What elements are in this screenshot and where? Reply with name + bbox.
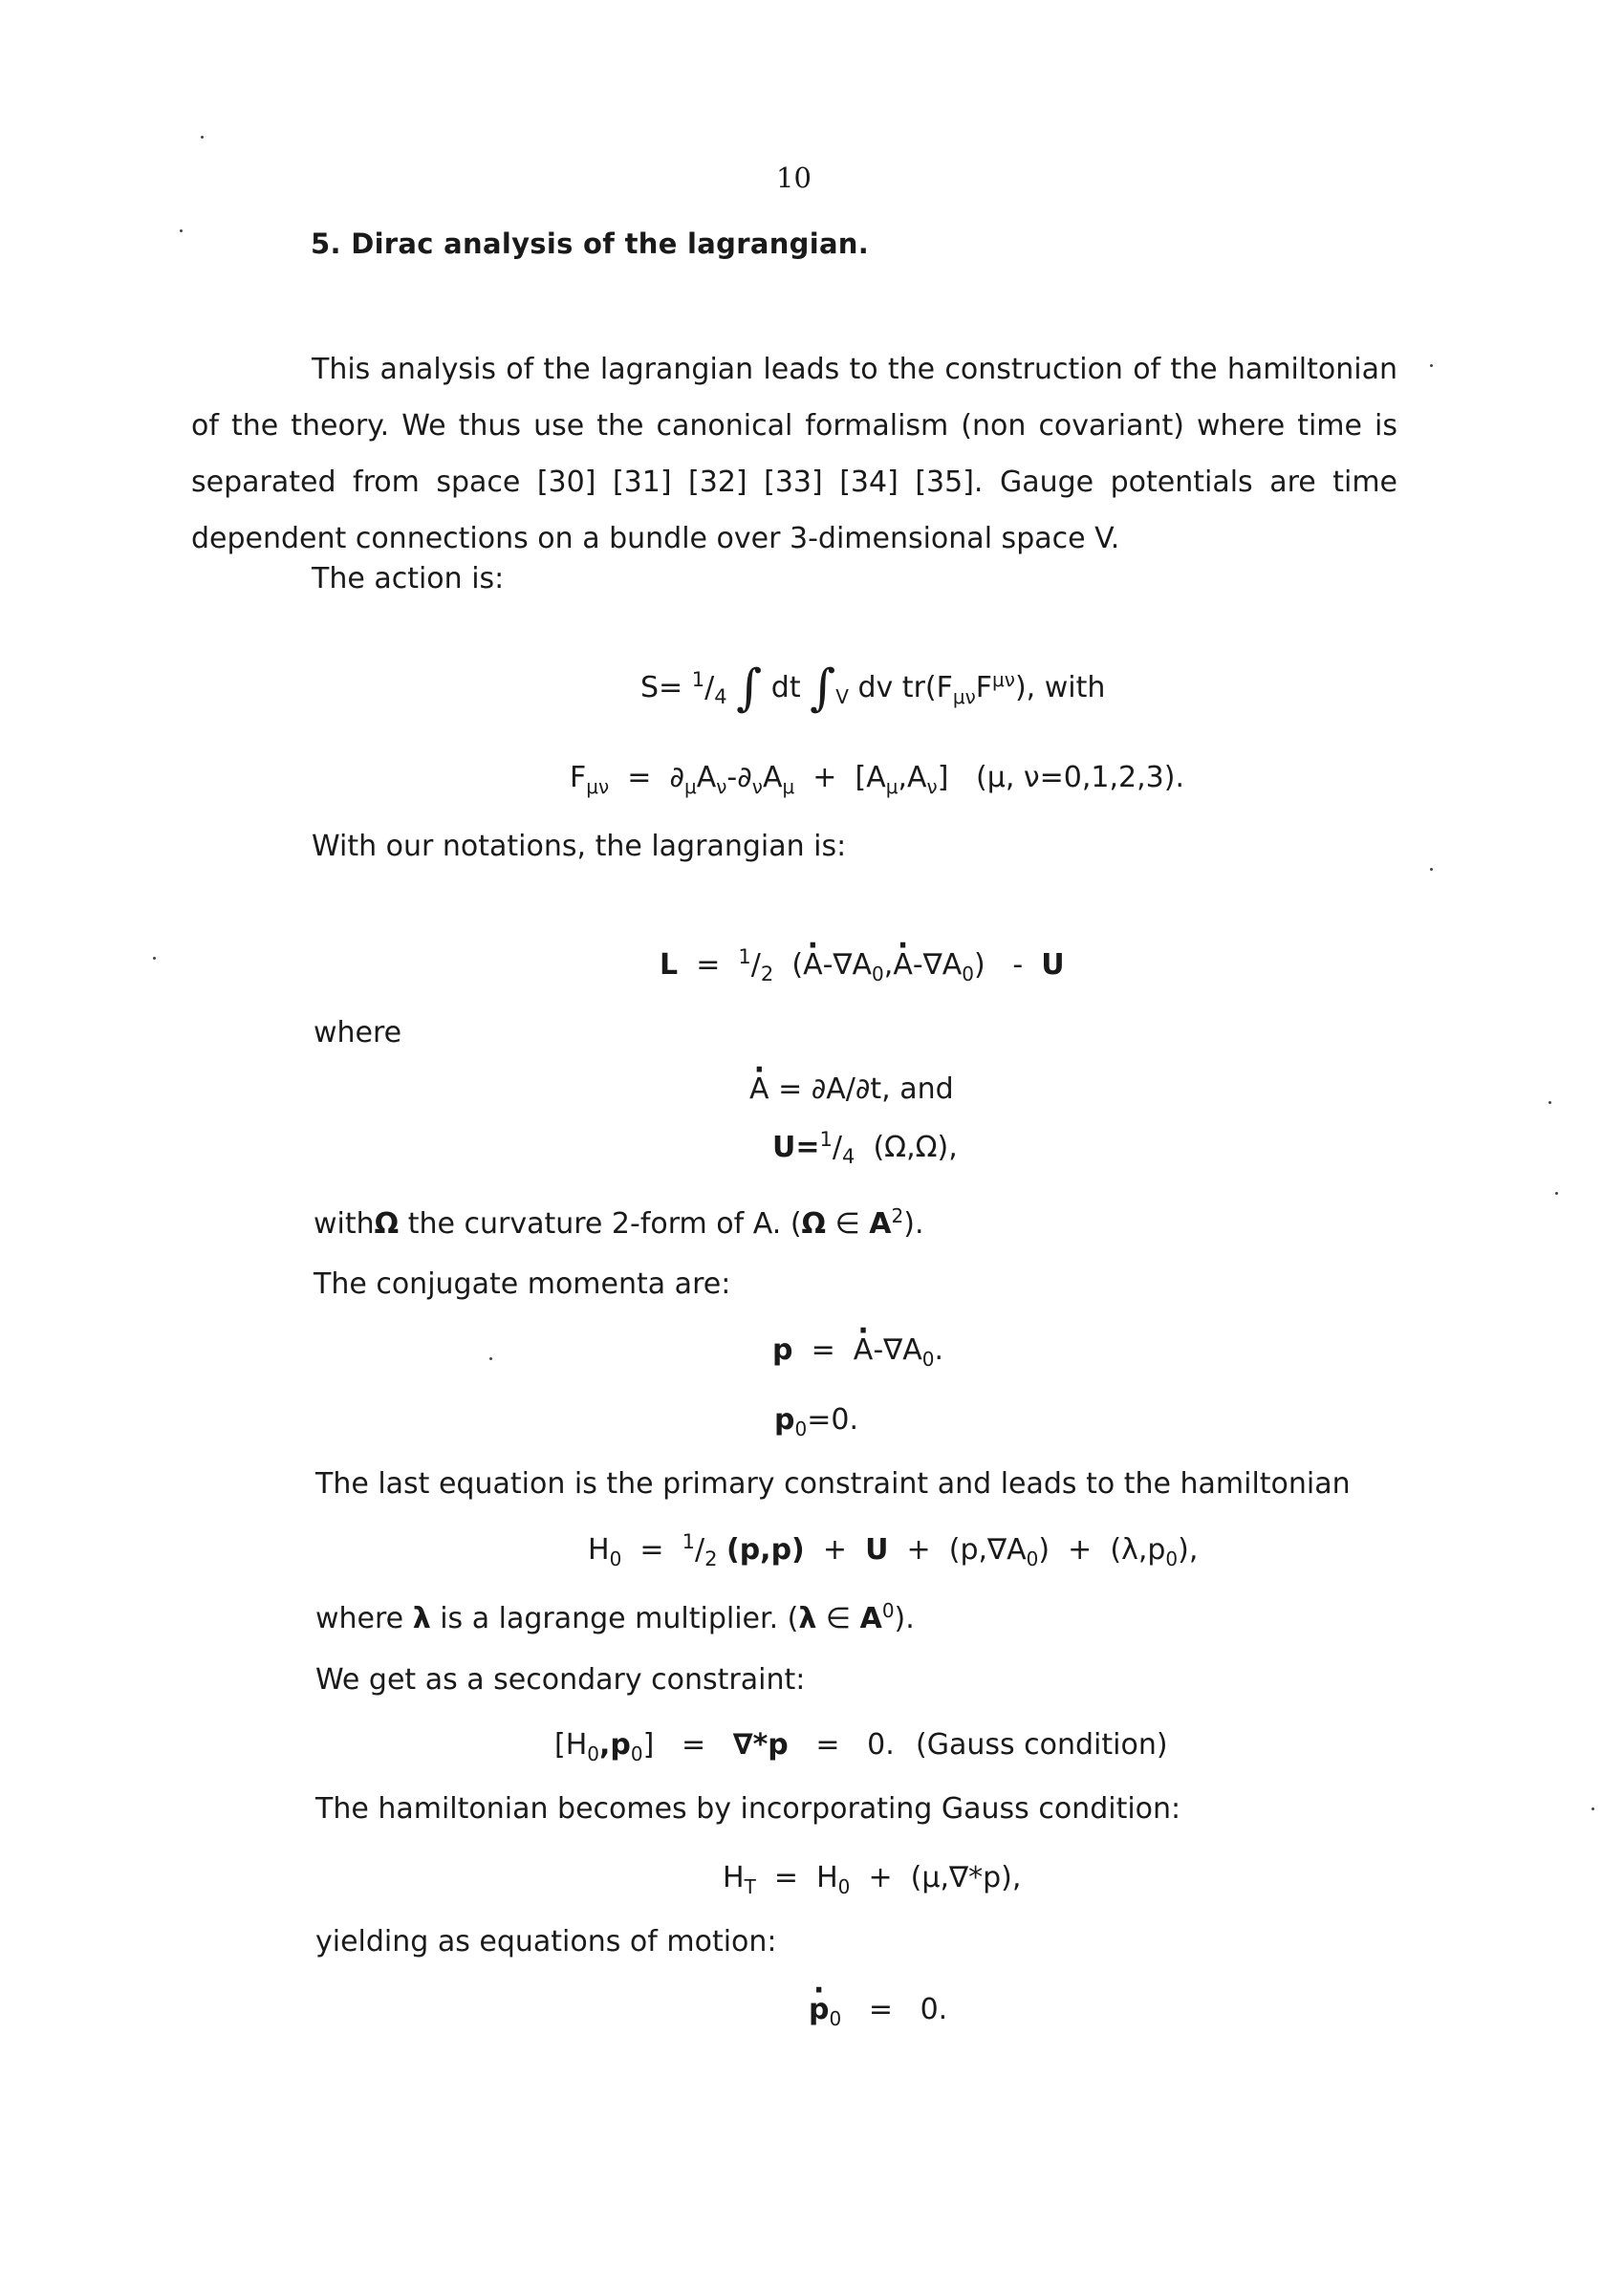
H0-plus1: + [822,1533,847,1567]
omega-post: ). [903,1207,924,1241]
HT-plus: + [868,1861,893,1894]
HT-H: H [723,1861,745,1894]
field-bracket-mid: ,A [898,761,927,794]
lagrangian-equation [660,945,1065,985]
action-sub: μν [952,685,976,708]
action-coefficient: $^1/_4$ [691,668,727,708]
gauss-close: ] [642,1728,655,1762]
field-A1: A [696,761,717,794]
lagrangian-intro: With our notations, the lagrangian is: [312,830,847,863]
action-equation [640,660,1106,717]
p-eq: = [811,1333,835,1367]
scan-speck [1592,1807,1594,1810]
lagrangian-eq: = [696,948,721,982]
constraint-text: The last equation is the primary constraint and leads to the hamiltonian [315,1467,1351,1501]
integral-domain: V [835,685,849,708]
H0-lambda-close: ), [1178,1533,1199,1567]
lagrangian-open: ( [791,948,804,982]
field-strength-equation [570,761,1184,798]
field-A2: A [762,761,783,794]
HT-equation [723,1861,1022,1898]
field-d2-sub: ν [751,775,763,798]
HT-rest: (μ,∇*p), [910,1861,1022,1894]
field-eq: = [627,761,652,794]
gauss-sub2: 0 [630,1742,643,1765]
gauss-eq: = [681,1728,706,1762]
field-d1-sub: μ [683,775,697,798]
HT-eq: = [773,1861,798,1894]
H0-half: $^1/_2$ [682,1530,718,1570]
gauss-equation [554,1728,895,1763]
omega-in: ∈ [834,1207,860,1241]
lagrangian-grad2: -∇A [912,948,963,982]
lambda-line [315,1599,915,1636]
lagrangian-comma: , [883,948,894,982]
field-plus: + [812,761,837,794]
field-bracket-close: ] [937,761,949,794]
action-dt: dt [770,671,801,704]
omega-symbol: Ω [374,1207,400,1241]
lambda-in: ∈ [825,1602,852,1635]
lagrangian-half: $^1/_2$ [738,945,774,985]
U-quarter: $^1/_4$ [819,1128,855,1168]
field-minus: -∂ [726,761,752,794]
lambda-pre: where [315,1602,404,1635]
gauss-open: [H [554,1728,588,1762]
p0-symbol: p [774,1403,795,1437]
gauss-comma: ,p [599,1728,631,1762]
field-A2-sub: μ [782,775,795,798]
omega-symbol-2: Ω [801,1207,827,1241]
p-Adot: A · [854,1333,874,1368]
scan-speck [489,1357,492,1360]
H0-U: U [865,1533,889,1567]
lagrangian-sub1: 0 [872,963,884,985]
gauss-condition-label: (Gauss condition) [916,1728,1168,1762]
lagrangian-minus: - [1012,948,1024,982]
gauss-zero: 0. [867,1728,895,1762]
p0dot-equation [809,1993,948,2030]
U-rest: (Ω,Ω), [873,1131,958,1164]
scan-speck [153,957,156,960]
action-lhs: S= [640,671,683,704]
action-sup: μν [992,668,1015,691]
U-definition [772,1128,958,1168]
gauss-sub1: 0 [587,1742,599,1765]
scan-speck [1548,1101,1551,1104]
H0-lambda-sub: 0 [1165,1547,1179,1570]
p0-equation [774,1403,858,1438]
H0-pgrad-sub: 0 [1026,1547,1039,1570]
scan-speck [1430,364,1433,367]
page-number: 10 [776,162,812,194]
field-A1-sub: ν [716,775,727,798]
lagrangian-L: L [660,948,679,982]
p-sub: 0 [921,1348,935,1371]
p0-rest: =0. [807,1403,858,1437]
gauss-nabla: ∇*p [732,1728,789,1762]
hamiltonian-text: The hamiltonian becomes by incorporating Gauss condition: [315,1792,1181,1826]
field-bracket-open: [A [855,761,886,794]
motion-intro: yielding as equations of motion: [315,1925,777,1958]
lambda-symbol: λ [412,1602,431,1635]
lambda-symbol-2: λ [798,1602,817,1635]
U-lhs: U= [772,1131,820,1164]
momenta-intro: The conjugate momenta are: [314,1267,731,1301]
lambda-set: A [859,1602,882,1635]
field-F-sub: μν [586,775,610,798]
H0-equation [588,1530,1199,1570]
action-F: F [975,671,993,704]
lagrangian-sub2: 0 [962,963,974,985]
integral-sign-icon: ∫ [736,660,763,717]
omega-pre: with [314,1207,375,1241]
p-symbol: p [772,1333,793,1367]
gauss-eq2: = [815,1728,840,1762]
action-intro: The action is: [312,562,505,595]
field-d1: ∂ [669,761,684,794]
lagrangian-U: U [1041,948,1065,982]
omega-line [314,1204,924,1242]
H0-H: H [588,1533,610,1567]
action-tail: ), with [1014,671,1106,704]
intro-text: This analysis of the lagrangian leads to the construction of the hamiltonian of the theory. We thus use the canonical formalism (non covariant) where time is separated from space [30] [31] [32] [33] [34] [35]. Gauge potentials are time dependent connections on a bundle over 3-dimensional space V. [191,353,1397,555]
adot-A: A · [749,1072,769,1107]
action-dv-tr: dv tr(F [857,671,953,704]
H0-plus2: + [906,1533,931,1567]
lagrangian-grad1: -∇A [822,948,873,982]
H0-eq: = [639,1533,664,1567]
omega-sup: 2 [891,1204,904,1227]
field-F: F [570,761,587,794]
scan-speck [180,229,183,232]
p0dot-zero: 0. [920,1993,948,2026]
H0-pgrad: (p,∇A [948,1533,1027,1567]
lambda-sup: 0 [881,1599,895,1622]
intro-paragraph [191,341,1397,567]
p-equation [772,1333,944,1371]
scan-speck [1555,1192,1558,1195]
scan-speck [1430,868,1433,871]
p0dot-sub: 0 [829,2007,842,2030]
omega-set: A [869,1207,892,1241]
p0dot-eq: = [868,1993,893,2026]
H0-pp: (p,p) [726,1533,805,1567]
secondary-intro: We get as a secondary constraint: [315,1663,806,1697]
field-range: (μ, ν=0,1,2,3). [976,761,1184,794]
field-bracket-sub1: μ [885,775,899,798]
HT-H0-sub: 0 [837,1875,851,1898]
scan-speck [201,136,204,139]
lambda-post: ). [894,1602,915,1635]
integral-sign-icon: ∫ [810,660,836,717]
lagrangian-close: ) [974,948,985,982]
p-end: . [934,1333,944,1367]
p-rest: -∇A [873,1333,922,1367]
lagrangian-Adot2: A · [893,948,913,983]
H0-sub: 0 [609,1547,622,1570]
H0-lambda: (λ,p [1110,1533,1166,1567]
omega-mid: the curvature 2-form of A. ( [407,1207,802,1241]
adot-rest: = ∂A/∂t, and [778,1072,954,1106]
H0-plus3: + [1068,1533,1093,1567]
adot-definition [749,1072,954,1107]
H0-pgrad-close: ) [1038,1533,1050,1567]
where-label: where [314,1016,402,1049]
HT-H0: H [816,1861,838,1894]
p0dot-symbol: p · [809,1993,829,2027]
section-title: 5. Dirac analysis of the lagrangian. [311,227,870,260]
HT-sub: T [744,1875,756,1898]
lagrangian-Adot1: A · [803,948,823,983]
lambda-mid: is a lagrange multiplier. ( [440,1602,799,1635]
p0-sub: 0 [794,1417,808,1440]
field-bracket-sub2: ν [926,775,938,798]
